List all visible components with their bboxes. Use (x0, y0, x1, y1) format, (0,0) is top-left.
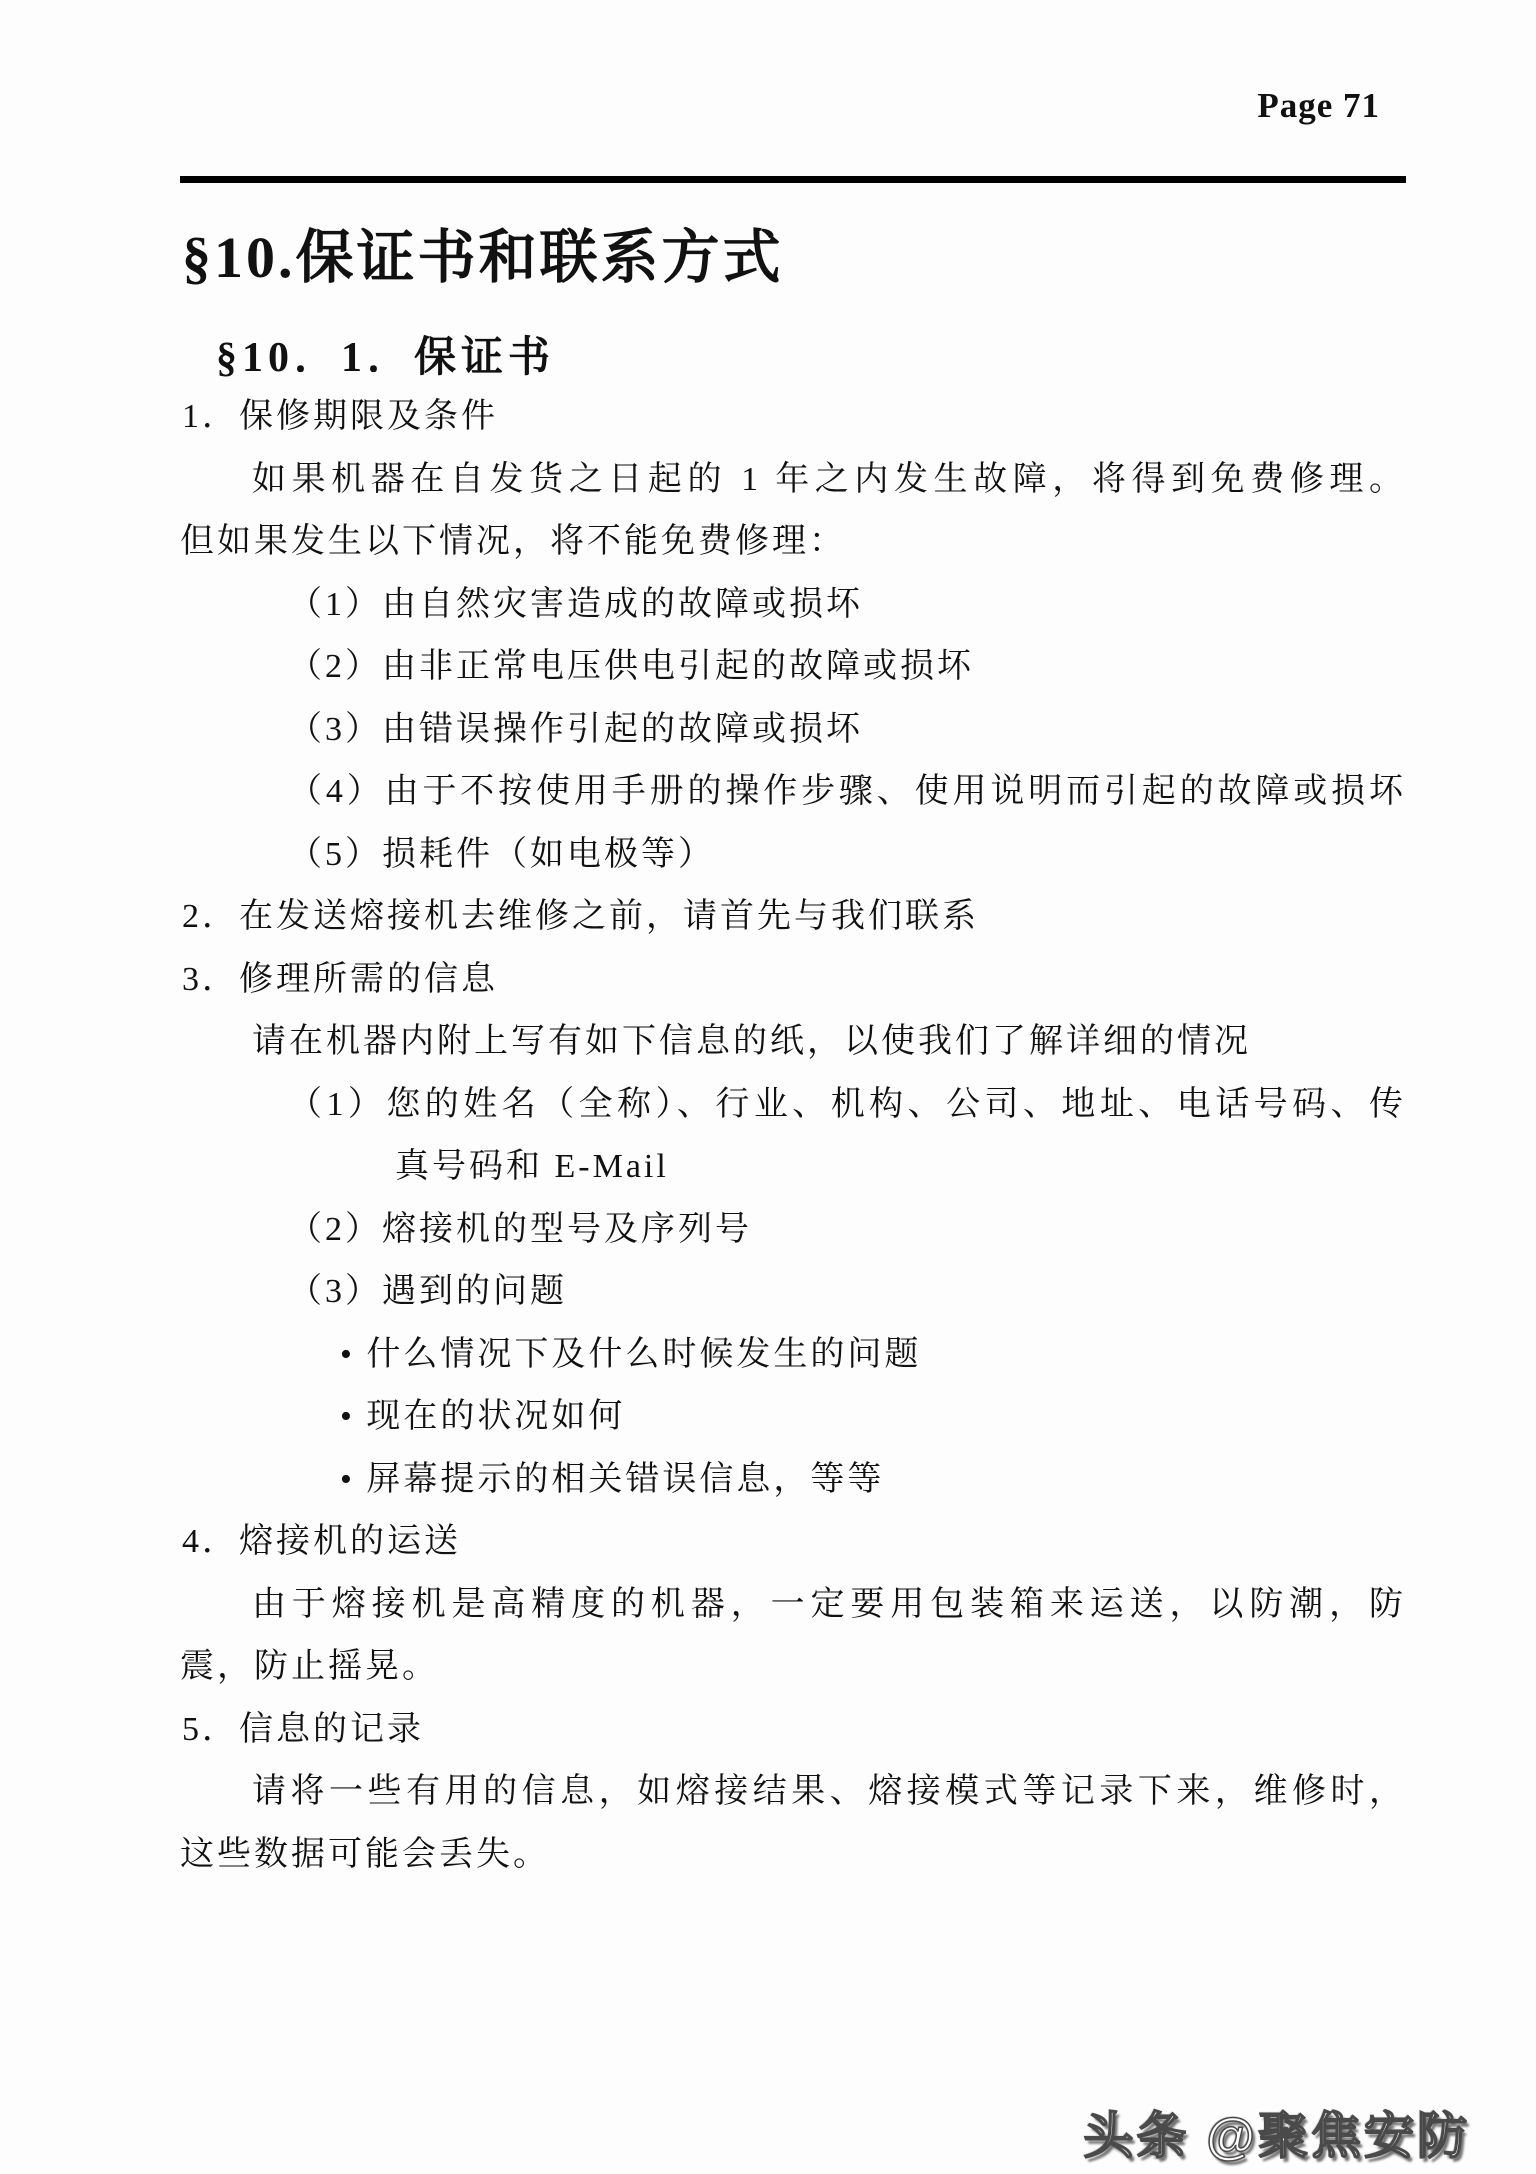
text-line: （3）遇到的问题 (288, 1273, 567, 1310)
text-line: （1）由自然灾害造成的故障或损坏 (288, 585, 863, 623)
text-line: （5）损耗件（如电极等） (288, 835, 715, 873)
text-line: 如果机器在自发货之日起的 1 年之内发生故障，将得到免费修理。 (252, 460, 1406, 498)
text-line: 3．修理所需的信息 (182, 960, 498, 998)
text-line: • 现在的状况如何 (340, 1398, 626, 1435)
watermark: 头条 @聚焦安防 (1083, 2108, 1470, 2164)
text-line: • 屏幕提示的相关错误信息，等等 (340, 1460, 885, 1498)
text-line: （4）由于不按使用手册的操作步骤、使用说明而引起的故障或损坏 (288, 773, 1406, 810)
section-title: §10．1．保证书 (216, 335, 556, 381)
text-line: 但如果发生以下情况，将不能免费修理： (180, 523, 846, 560)
text-line: 请在机器内附上写有如下信息的纸，以使我们了解详细的情况 (252, 1023, 1251, 1060)
text-line: （2）熔接机的型号及序列号 (288, 1210, 752, 1248)
header-rule (180, 176, 1406, 183)
text-line: 1．保修期限及条件 (182, 398, 498, 435)
page-number: Page 71 (1257, 86, 1380, 125)
chapter-title: §10.保证书和联系方式 (182, 225, 784, 290)
text-line: 2．在发送熔接机去维修之前，请首先与我们联系 (182, 898, 979, 935)
text-line: 这些数据可能会丢失。 (180, 1835, 550, 1873)
text-line: 5．信息的记录 (182, 1710, 424, 1748)
text-line: 4．熔接机的运送 (182, 1523, 461, 1560)
text-line: 震，防止摇晃。 (180, 1648, 439, 1685)
text-line: （1）您的姓名（全称）、行业、机构、公司、地址、电话号码、传 (288, 1085, 1406, 1123)
text-line: • 什么情况下及什么时候发生的问题 (340, 1335, 922, 1373)
text-line: 请将一些有用的信息，如熔接结果、熔接模式等记录下来，维修时， (252, 1773, 1406, 1810)
text-line: （2）由非正常电压供电引起的故障或损坏 (288, 648, 974, 685)
body-content (180, 386, 1406, 1886)
text-line: （3）由错误操作引起的故障或损坏 (288, 710, 863, 748)
text-line: 由于熔接机是高精度的机器，一定要用包装箱来运送，以防潮，防 (252, 1585, 1406, 1623)
text-line: 真号码和 E-Mail (395, 1148, 669, 1185)
